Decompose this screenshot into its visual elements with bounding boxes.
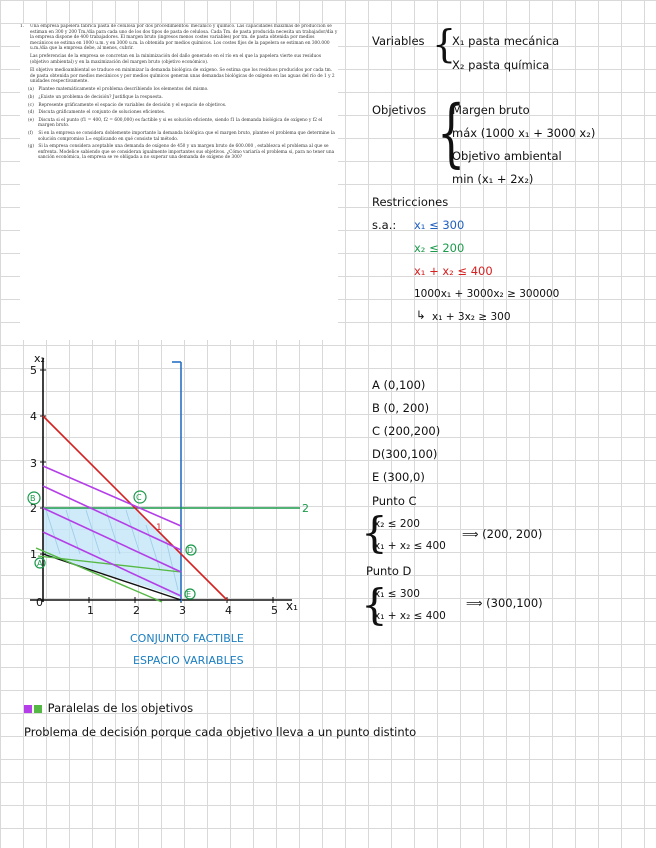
x-tick-label: 4 <box>225 604 232 617</box>
constraint-3: x₁ + x₂ ≤ 400 <box>414 264 493 278</box>
punto-c-eq1: x₂ ≤ 200 <box>374 518 420 530</box>
problem-item: (f) Si en la empresa se considera doblemente importante la demanda biológica que el margen bruto, plantee el problema que determine la solución compromiso L∞ explicando en qué consiste tal método. <box>28 131 335 142</box>
constraint-arrow: ↳ <box>416 308 426 322</box>
problem-paragraph-3: El objetivo medioambiental se traduce en minimizar la demanda biológica de oxígeno. Se estima que los residuos producidos por cada tm. de pasta obtenida por medios mecánicos y por medios químicos generan unas demandas biológicas de oxígeno en las aguas del río de 1 y 2 unidades respectivamente. <box>30 68 335 85</box>
punto-d-eq1: x₁ ≤ 300 <box>374 588 420 600</box>
problem-item: (a) Plantee matemáticamente el problema describiendo los elementos del mismo. <box>28 87 209 93</box>
legend-text: Paralelas de los objetivos <box>47 701 194 715</box>
variable-x2: X₂ pasta química <box>452 58 550 72</box>
vertex-c: C (200,200) <box>372 424 441 438</box>
problem-item: (e) Discuta si el punto (f1 = 400, f2 = 600,000) es factible y si es solución eficiente, siendo f1 la demanda biológica de oxígeno y f2 el margen bruto. <box>28 117 323 129</box>
vertex-a: A (0,100) <box>372 378 426 392</box>
variables-label: Variables <box>372 34 425 48</box>
punto-c-eq2: x₁ + x₂ ≤ 400 <box>374 540 446 552</box>
legend-green-swatch <box>34 705 42 713</box>
objective-ambiental: Objetivo ambiental <box>452 149 562 163</box>
y-tick-label: 1 <box>30 548 37 561</box>
punto-d-label: Punto D <box>366 564 412 578</box>
punto-c-brace: { <box>361 508 388 557</box>
caption-conjunto-factible: CONJUNTO FACTIBLE <box>130 632 244 645</box>
vertex-d: D(300,100) <box>372 447 438 461</box>
origin-label: 0 <box>36 596 43 609</box>
y-axis-label: x₂ <box>34 352 45 365</box>
constraint-5: x₁ + 3x₂ ≥ 300 <box>432 311 511 323</box>
objective-min: min (x₁ + 2x₂) <box>452 172 534 186</box>
line-label-2: 2 <box>302 502 309 515</box>
objetivos-brace: { <box>437 90 466 176</box>
punto-d-eq2: x₁ + x₂ ≤ 400 <box>374 610 446 622</box>
constraint-2: x₂ ≤ 200 <box>414 241 465 255</box>
y-tick-label: 2 <box>30 502 37 515</box>
feasible-region <box>43 508 181 598</box>
problem-item: (c) Represente gráficamente el espacio de variables de decisión y el espacio de objetivos. <box>28 102 227 108</box>
variable-x1: X₁ pasta mecánica <box>452 34 560 48</box>
punto-d-brace: { <box>361 580 388 629</box>
constraint-4: 1000x₁ + 3000x₂ ≥ 300000 <box>414 288 560 300</box>
feasible-region-graph <box>0 340 360 680</box>
constraint-1: x₁ ≤ 300 <box>414 218 465 232</box>
sa-label: s.a.: <box>372 218 397 232</box>
objective-margen: Margen bruto <box>452 103 530 117</box>
problem-item: (g) Si la empresa considera aceptable una demanda de oxígeno de 450 y un margen bruto de 600.000 , establezca el problema al que se enfrenta. Modelice sabiendo que se consideran igualmente importantes sus objetivos. ¿Cómo variaría el problema si, para no tener una sanción económica, la empresa se ve obligada a no superar una demanda de oxígeno de 300? <box>28 144 335 161</box>
conclusion-text: Problema de decisión porque cada objetivo lleva a un punto distinto <box>24 725 417 739</box>
x-tick-label: 1 <box>87 604 94 617</box>
problem-item: (b) ¿Existe un problema de decisión? Justifique la respuesta. <box>28 95 163 101</box>
problem-paragraph-2: Las preferencias de la empresa se concretan en la minimización del daño generado en el río en el que la papelera vierte sus residuos (objetivo ambiental) y en la maximización del margen bruto (objetivo económico). <box>30 54 322 66</box>
problem-item: (d) Discuta gráficamente el conjunto de soluciones eficientes. <box>28 110 166 116</box>
vertex-b: B (0, 200) <box>372 401 430 415</box>
legend-purple-swatch <box>24 705 32 713</box>
point-b-label: B <box>30 494 36 503</box>
problem-statement <box>20 24 338 340</box>
point-c-label: C <box>136 493 142 502</box>
objective-max: máx (1000 x₁ + 3000 x₂) <box>452 126 596 140</box>
punto-c-result: ⟹ (200, 200) <box>462 527 543 541</box>
legend-parallels <box>24 701 193 715</box>
caption-espacio-variables: ESPACIO VARIABLES <box>133 654 244 667</box>
point-a-label: A <box>37 559 43 568</box>
x-tick-label: 5 <box>271 604 278 617</box>
y-tick-label: 5 <box>30 364 37 377</box>
y-tick-label: 3 <box>30 457 37 470</box>
punto-c-label: Punto C <box>372 494 417 508</box>
objetivos-label: Objetivos <box>372 103 427 117</box>
point-e-label: E <box>186 590 192 599</box>
punto-d-result: ⟹ (300,100) <box>466 596 543 610</box>
problem-items <box>28 87 338 161</box>
x-axis-label: x₁ <box>286 599 298 613</box>
vertex-e: E (300,0) <box>372 470 425 484</box>
variables-brace: { <box>432 22 457 66</box>
problem-paragraph-1: 1. Una empresa papelera fabrica pasta de celulosa por dos procedimientos: mecánico y químico. Las capacidades máximas de producción se estiman en 300 y 200 Tm./día para cada uno de los dos tipos de pasta de celulosa. Cada Tm. de pasta producida necesita un trabajador/día y la empresa dispone de 400 trabajadores. El margen bruto (ingresos menos costes variables) por tm. de pasta obtenida por medios mecánicos se estima en 1000 u.m. y en 3000 u.m. la obtenida por medios químicos. Los costes fijos de la papelera se estiman en 300.000 u.m./día que la empresa debe, al menos, cubrir. <box>20 24 338 52</box>
line-label-1: 1 <box>156 523 162 533</box>
x-tick-label: 2 <box>133 604 140 617</box>
point-d-label: D <box>187 546 194 555</box>
y-tick-label: 4 <box>30 410 37 423</box>
restricciones-label: Restricciones <box>372 195 449 209</box>
x-tick-label: 3 <box>179 604 186 617</box>
